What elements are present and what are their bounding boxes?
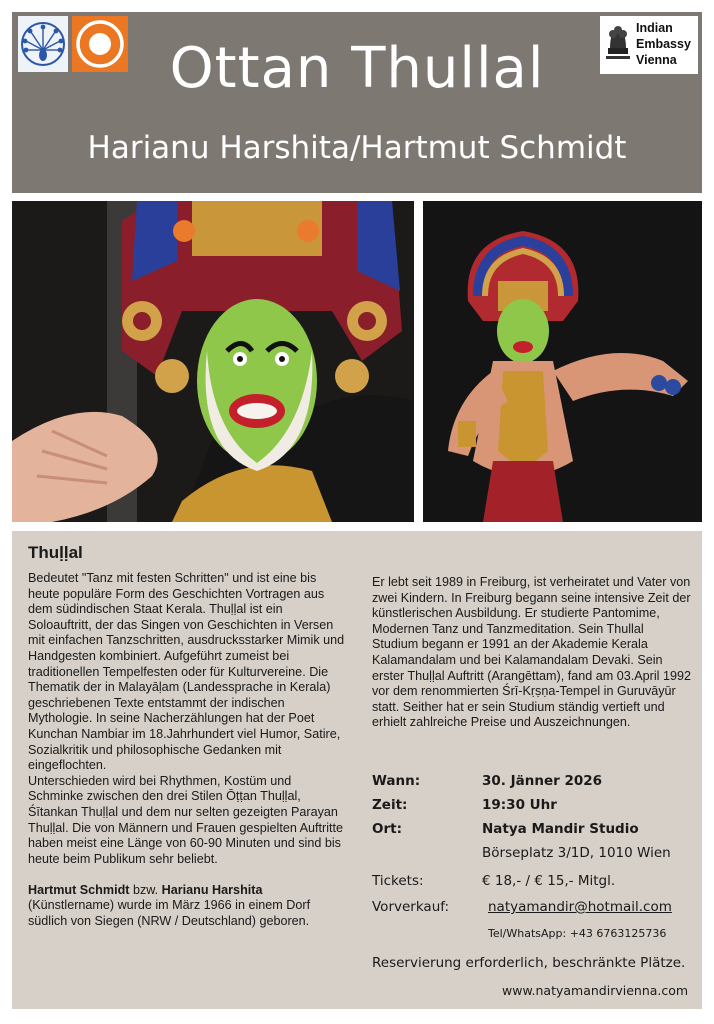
- section-title: Thuḷḷal: [28, 543, 83, 562]
- website-row: [372, 977, 694, 1001]
- presale-row: [372, 897, 694, 921]
- venue-row: [372, 819, 694, 843]
- description-column: [28, 571, 348, 945]
- time-value: 19:30 Uhr: [482, 797, 557, 813]
- tickets-value: € 18,- / € 15,- Mitgl.: [482, 873, 616, 889]
- email-link[interactable]: natyamandir@hotmail.com: [488, 899, 672, 915]
- bio-text: (Künstlername) wurde im März 1966 in einem Dorf südlich von Siegen (NRW / Deutschland) geboren.: [28, 898, 311, 929]
- bio-column: [372, 575, 692, 731]
- page-subtitle: Harianu Harshita/Hartmut Schmidt: [87, 130, 627, 166]
- reservation-row: [372, 945, 694, 977]
- info-panel: [12, 531, 702, 1009]
- date-value: 30. Jänner 2026: [482, 773, 603, 789]
- performer-fullbody-photo: [423, 201, 702, 522]
- bio-connector: bzw.: [129, 882, 162, 897]
- time-label: Zeit:: [372, 797, 408, 813]
- address-value: Börseplatz 3/1D, 1010 Wien: [482, 845, 671, 861]
- reservation-note: Reservierung erforderlich, beschränkte Plätze.: [372, 955, 686, 971]
- phone-value: Tel/WhatsApp: +43 6763125736: [488, 927, 667, 940]
- tickets-row: [372, 867, 694, 897]
- description-paragraph: Bedeutet "Tanz mit festen Schritten" und ist eine bis heute populäre Form des Geschichten Vortragen aus dem südindischen Staat Kerala. Thuḷḷal ist ein Soloauftritt, der das Singen von Geschichten in Versen mit einfachen Tanzschritten, ausdrucksstarker Mimik und Handgesten kombiniert. Aufgeführt zumeist bei traditionellen Tempelfesten oder für Kulturvereine. Die Thematik der in Malayāḷam (Landessprache in Kerala) geschriebenen Texte entstammt der indischen Mythologie. In seine Nacherzählungen hat der Poet Kunchan Nambiar im 18.Jahrhundert viel Humor, Satire, Sozialkritik und philosophische Gedanken mit eingeflochten.: [28, 571, 345, 773]
- date-label: Wann:: [372, 773, 421, 789]
- bio-paragraph: [28, 883, 348, 930]
- description-paragraph: Unterschieden wird bei Rhythmen, Kostüm und Schminke zwischen den drei Stilen Ōṭṭan Thuḷḷal, Śītankan Thuḷḷal und dem nur selten gezeigten Parayan Thuḷḷal. Die von Männern und Frauen gespielten Auftritte haben meist eine Länge von 60-90 Minuten und sind bis heute beim Publikum sehr beliebt.: [28, 773, 344, 866]
- time-row: [372, 795, 694, 819]
- venue-value: Natya Mandir Studio: [482, 821, 639, 837]
- artist-stage-name: Harianu Harshita: [161, 882, 263, 897]
- address-row: [372, 843, 694, 867]
- artist-name: Hartmut Schmidt: [28, 882, 130, 897]
- phone-row: [372, 921, 694, 945]
- embassy-label: Indian Embassy Vienna: [636, 21, 691, 67]
- page-title: Ottan Thullal: [169, 36, 545, 101]
- header-banner: [12, 12, 702, 193]
- event-details: [372, 771, 694, 1001]
- date-row: [372, 771, 694, 795]
- venue-label: Ort:: [372, 821, 402, 837]
- presale-label: Vorverkauf:: [372, 899, 450, 915]
- bio-continued-paragraph: Er lebt seit 1989 in Freiburg, ist verheiratet und Vater von zwei Kindern. In Freiburg begann seine intensive Zeit der künstlerischen Ausbildung. Er studierte Pantomime, Modernen Tanz und Tanzmeditation. Sein Thullal Studium begann er 1991 an der Akademie Kerala Kalamandalam und bei Kalamandalam Devaki. Sein erster Thuḷḷal Auftritt (Arangēttam), fand am 03.April 1992 vor dem renommierten Śrī-Kṛṣṇa-Tempel in Guruvāyūr statt. Seither hat er sein Studium ständig vertieft und erhielt zahlreiche Preise und Auszeichnungen.: [372, 575, 691, 730]
- website-link[interactable]: www.natyamandirvienna.com: [502, 983, 689, 998]
- performer-closeup-photo: [12, 201, 414, 522]
- tickets-label: Tickets:: [372, 873, 424, 889]
